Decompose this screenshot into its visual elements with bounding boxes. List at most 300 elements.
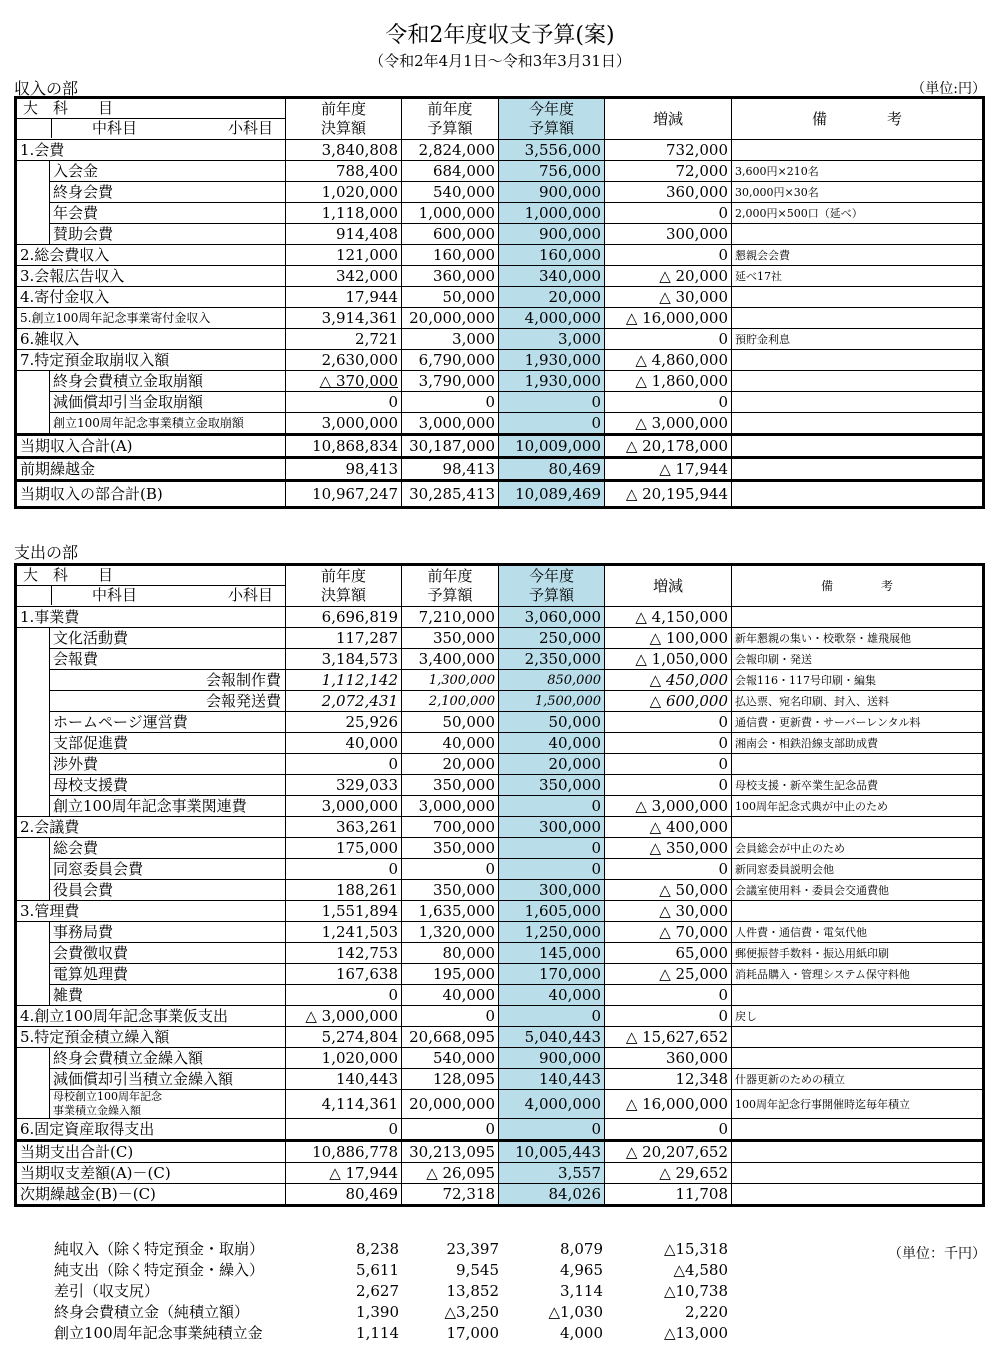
prev-actual-value: 40,000 [286,733,402,754]
account-name: 7.特定預金取崩収入額 [16,350,286,371]
note-value [732,481,984,508]
prev-actual-value: 121,000 [286,245,402,266]
indent-cell [16,203,50,224]
expense-row [16,1048,984,1069]
note-value: 新同窓委員説明会他 [732,859,984,880]
change-value: △ 30,000 [605,287,732,308]
expense-row [16,712,984,733]
prev-actual-value: 0 [286,859,402,880]
header-prev-budget: 前年度 予算額 [402,98,499,140]
indent-cell [16,838,50,859]
prev-budget-value: 1,320,000 [402,922,499,943]
note-value [732,350,984,371]
summary-value: 17,000 [446,1323,499,1342]
indent-cell [16,1048,50,1069]
prev-budget-value: 3,790,000 [402,371,499,392]
prev-actual-value: 25,926 [286,712,402,733]
header-note: 備 考 [732,565,984,607]
account-name: 会報制作費 [50,670,286,691]
indent-cell [16,161,50,182]
expense-row [16,1184,984,1206]
change-value: △ 15,627,652 [605,1027,732,1048]
prev-budget-value: 30,187,000 [402,435,499,458]
summary-label: 創立100周年記念事業純積立金 [54,1324,263,1342]
note-value [732,1184,984,1206]
this-budget-value: 20,000 [499,287,605,308]
prev-actual-value: 1,020,000 [286,1048,402,1069]
note-value: 新年懇親の集い・校歌祭・雄飛展他 [732,628,984,649]
note-value [732,140,984,161]
summary-row [52,1301,730,1322]
account-name: 終身会費積立金繰入額 [50,1048,286,1069]
this-budget-value: 3,557 [499,1163,605,1184]
prev-budget-value: 350,000 [402,628,499,649]
note-value: 100周年記念行事開催時迄毎年積立 [732,1090,984,1119]
prev-actual-value: 4,114,361 [286,1090,402,1119]
indent-cell [16,796,50,817]
change-value: △ 350,000 [605,838,732,859]
this-budget-value: 3,556,000 [499,140,605,161]
prev-actual-value: 3,184,573 [286,649,402,670]
expense-row [16,1069,984,1090]
prev-budget-value: 540,000 [402,1048,499,1069]
account-name: 6.固定資産取得支出 [16,1119,286,1141]
this-budget-value: 756,000 [499,161,605,182]
indent-cell [16,182,50,203]
header-this-budget: 今年度 予算額 [499,98,605,140]
change-value: △ 1,860,000 [605,371,732,392]
this-budget-value: 0 [499,838,605,859]
summary-value: 3,114 [560,1281,603,1300]
note-value [732,754,984,775]
account-name: 役員会費 [50,880,286,901]
prev-budget-value: 30,213,095 [402,1141,499,1163]
income-row [16,308,984,329]
note-value [732,458,984,481]
income-table [14,96,985,509]
prev-budget-value: 40,000 [402,985,499,1006]
prev-budget-value: 98,413 [402,458,499,481]
prev-actual-value: 363,261 [286,817,402,838]
header-chu-sho [51,586,285,605]
change-value: △ 600,000 [605,691,732,712]
indent-cell [16,985,50,1006]
this-budget-value: 1,930,000 [499,350,605,371]
this-budget-value: 20,000 [499,754,605,775]
summary-value: 1,114 [356,1323,399,1342]
expense-row [16,775,984,796]
summary-label: 純支出（除く特定預金・繰入） [54,1261,265,1279]
prev-actual-value: △ 17,944 [286,1163,402,1184]
change-value: 12,348 [605,1069,732,1090]
this-budget-value: 10,089,469 [499,481,605,508]
change-value: 360,000 [605,1048,732,1069]
summary-value: 8,238 [356,1239,399,1258]
header-prev-budget: 前年度 予算額 [402,565,499,607]
account-name: 総会費 [50,838,286,859]
account-name-line1: 母校創立100周年記念 [53,1090,162,1103]
prev-budget-value: 700,000 [402,817,499,838]
account-name: 3.管理費 [16,901,286,922]
expense-row [16,628,984,649]
indent-cell [16,371,50,392]
prev-actual-value: △ 3,000,000 [286,1006,402,1027]
prev-actual-value: 342,000 [286,266,402,287]
prev-actual-value: 914,408 [286,224,402,245]
this-budget-value: 0 [499,859,605,880]
this-budget-value: 160,000 [499,245,605,266]
prev-actual-value: 0 [286,985,402,1006]
change-value: △ 3,000,000 [605,413,732,435]
change-value: 72,000 [605,161,732,182]
prev-actual-value: 0 [286,1119,402,1141]
this-budget-value: 2,350,000 [499,649,605,670]
income-row [16,203,984,224]
change-value: 0 [605,985,732,1006]
change-value: △ 400,000 [605,817,732,838]
this-budget-value: 0 [499,1119,605,1141]
note-value: 会報印刷・発送 [732,649,984,670]
account-name: 文化活動費 [50,628,286,649]
indent-cell [16,733,50,754]
expense-row [16,1027,984,1048]
prev-actual-value: 140,443 [286,1069,402,1090]
income-row [16,140,984,161]
account-name: 事務局費 [50,922,286,943]
this-budget-value: 10,005,443 [499,1141,605,1163]
income-row [16,371,984,392]
this-budget-value: 140,443 [499,1069,605,1090]
note-value [732,985,984,1006]
prev-budget-value: 50,000 [402,287,499,308]
note-value [732,1141,984,1163]
note-value: 母校支援・新卒業生記念品費 [732,775,984,796]
prev-actual-value: 2,630,000 [286,350,402,371]
prev-actual-value: 3,840,808 [286,140,402,161]
expense-header-row [16,565,984,607]
note-value: 人件費・通信費・電気代他 [732,922,984,943]
summary-value: 5,611 [356,1260,399,1279]
header-chu: 中科目 [92,119,138,137]
account-name: 終身会費積立金取崩額 [50,371,286,392]
this-budget-value: 1,930,000 [499,371,605,392]
header-this-budget: 今年度 予算額 [499,565,605,607]
this-budget-value: 300,000 [499,817,605,838]
note-value: 什器更新のための積立 [732,1069,984,1090]
expense-row [16,964,984,985]
unit-label-kyen: （単位：千円） [888,1246,986,1262]
prev-actual-value: 167,638 [286,964,402,985]
document-title: 令和2年度収支予算(案) [385,23,615,48]
income-row [16,413,984,435]
change-value: 0 [605,712,732,733]
summary-value: 8,079 [560,1239,603,1258]
this-budget-value: 1,500,000 [499,691,605,712]
prev-budget-value: 1,635,000 [402,901,499,922]
indent-cell [16,670,50,691]
this-budget-value: 850,000 [499,670,605,691]
note-value: 通信費・更新費・サーバーレンタル料 [732,712,984,733]
note-value: 湘南会・相鉄沿線支部助成費 [732,733,984,754]
summary-value: 4,000 [560,1323,603,1342]
account-name: 4.寄付金収入 [16,287,286,308]
income-row [16,287,984,308]
header-note: 備 考 [732,98,984,140]
change-value: △ 70,000 [605,922,732,943]
prev-actual-value: 10,967,247 [286,481,402,508]
indent-cell [16,224,50,245]
summary-row [52,1322,730,1343]
change-value: 0 [605,203,732,224]
summary-value: △13,000 [663,1323,728,1342]
prev-actual-value: 175,000 [286,838,402,859]
note-value [732,413,984,435]
summary-value: 2,627 [356,1281,399,1300]
change-value: 360,000 [605,182,732,203]
prev-actual-value: 17,944 [286,287,402,308]
prev-budget-value: 80,000 [402,943,499,964]
summary-value: 1,390 [356,1302,399,1321]
summary-value: 4,965 [560,1260,603,1279]
summary-label: 純収入（除く特定預金・取崩） [54,1240,265,1258]
note-value: 懇親会会費 [732,245,984,266]
prev-actual-value: 10,886,778 [286,1141,402,1163]
account-name [50,1090,286,1119]
summary-value: △1,030 [548,1302,603,1321]
unit-label-yen: （単位:円） [911,81,986,97]
indent-cell [16,880,50,901]
account-name: 母校支援費 [50,775,286,796]
prev-actual-value: 3,000,000 [286,796,402,817]
account-name: 当期収支差額(A)－(C) [16,1163,286,1184]
expense-row [16,691,984,712]
prev-actual-value: 98,413 [286,458,402,481]
indent-cell [16,922,50,943]
account-name: 創立100周年記念事業積立金取崩額 [50,413,286,435]
this-budget-value: 3,060,000 [499,607,605,628]
prev-actual-value: 3,000,000 [286,413,402,435]
header-change: 増減 [605,98,732,140]
indent-cell [16,943,50,964]
account-name: 会報発送費 [50,691,286,712]
note-value [732,1027,984,1048]
expense-row [16,1163,984,1184]
this-budget-value: 300,000 [499,880,605,901]
header-sho: 小科目 [227,119,273,137]
account-name: 年会費 [50,203,286,224]
this-budget-value: 0 [499,796,605,817]
indent-cell [16,392,50,413]
prev-budget-value: 350,000 [402,838,499,859]
prev-budget-value: 350,000 [402,880,499,901]
prev-actual-value: 1,020,000 [286,182,402,203]
expense-row [16,1141,984,1163]
summary-value: 13,852 [446,1281,499,1300]
header-change: 増減 [605,565,732,607]
expense-row [16,880,984,901]
change-value: 65,000 [605,943,732,964]
header-prev-actual: 前年度 決算額 [286,98,402,140]
note-value [732,817,984,838]
change-value: △ 25,000 [605,964,732,985]
account-name: 1.会費 [16,140,286,161]
this-budget-value: 340,000 [499,266,605,287]
account-name: 前期繰越金 [16,458,286,481]
header-sho: 小科目 [227,586,273,604]
note-value: 消耗品購入・管理システム保守料他 [732,964,984,985]
prev-budget-value: △ 26,095 [402,1163,499,1184]
expense-row [16,817,984,838]
account-name: 支部促進費 [50,733,286,754]
indent-cell [16,1069,50,1090]
this-budget-value: 1,605,000 [499,901,605,922]
prev-actual-value: 3,914,361 [286,308,402,329]
change-value: △ 20,207,652 [605,1141,732,1163]
prev-budget-value: 0 [402,392,499,413]
prev-budget-value: 195,000 [402,964,499,985]
account-name: 当期収入の部合計(B) [16,481,286,508]
account-name: 当期収入合計(A) [16,435,286,458]
account-name: 減価償却引当金取崩額 [50,392,286,413]
note-value [732,308,984,329]
prev-budget-value: 3,000,000 [402,413,499,435]
this-budget-value: 4,000,000 [499,1090,605,1119]
indent-cell [16,628,50,649]
change-value: △ 29,652 [605,1163,732,1184]
account-name: 雑費 [50,985,286,1006]
income-row [16,458,984,481]
prev-budget-value: 1,300,000 [402,670,499,691]
prev-budget-value: 0 [402,859,499,880]
expense-table [14,563,985,1207]
expense-row [16,985,984,1006]
change-value: △ 100,000 [605,628,732,649]
this-budget-value: 0 [499,1006,605,1027]
note-value: 3,600円×210名 [732,161,984,182]
prev-budget-value: 1,000,000 [402,203,499,224]
prev-budget-value: 3,000 [402,329,499,350]
account-name: 次期繰越金(B)－(C) [16,1184,286,1206]
income-section-title: 収入の部 [14,79,79,98]
account-name: 創立100周年記念事業関連費 [50,796,286,817]
this-budget-value: 40,000 [499,985,605,1006]
expense-section-title: 支出の部 [14,543,79,562]
account-name-line2: 事業積立金繰入額 [53,1104,141,1117]
indent-cell [16,649,50,670]
income-row [16,161,984,182]
prev-budget-value: 3,000,000 [402,796,499,817]
header-dai: 大 科 目 [17,99,285,119]
account-name: 3.会報広告収入 [16,266,286,287]
prev-budget-value: 684,000 [402,161,499,182]
prev-actual-value: 0 [286,392,402,413]
prev-budget-value: 3,400,000 [402,649,499,670]
note-value: 郵便振替手数料・振込用紙印刷 [732,943,984,964]
change-value: 732,000 [605,140,732,161]
summary-row [52,1259,730,1280]
expense-row [16,1006,984,1027]
expense-row [16,733,984,754]
this-budget-value: 50,000 [499,712,605,733]
income-row [16,392,984,413]
income-row [16,329,984,350]
change-value: 0 [605,1006,732,1027]
this-budget-value: 145,000 [499,943,605,964]
account-name: 5.特定預金積立繰入額 [16,1027,286,1048]
this-budget-value: 900,000 [499,1048,605,1069]
income-row [16,266,984,287]
prev-actual-value: 1,241,503 [286,922,402,943]
header-chu-sho [51,119,285,138]
income-header-row [16,98,984,140]
this-budget-value: 5,040,443 [499,1027,605,1048]
prev-actual-value: 2,072,431 [286,691,402,712]
account-name: 賛助会費 [50,224,286,245]
change-value: 0 [605,733,732,754]
change-value: 0 [605,329,732,350]
this-budget-value: 0 [499,392,605,413]
this-budget-value: 4,000,000 [499,308,605,329]
indent-cell [16,413,50,435]
prev-actual-value: 6,696,819 [286,607,402,628]
document-period: （令和2年4月1日～令和3年3月31日） [369,52,631,70]
expense-row [16,649,984,670]
prev-budget-value: 40,000 [402,733,499,754]
this-budget-value: 10,009,000 [499,435,605,458]
this-budget-value: 80,469 [499,458,605,481]
prev-actual-value: 0 [286,754,402,775]
expense-row [16,754,984,775]
prev-budget-value: 350,000 [402,775,499,796]
indent-cell [16,754,50,775]
change-value: △ 3,000,000 [605,796,732,817]
prev-budget-value: 20,000,000 [402,1090,499,1119]
change-value: 0 [605,1119,732,1141]
note-value [732,371,984,392]
prev-budget-value: 540,000 [402,182,499,203]
note-value [732,287,984,308]
account-name: 2.総会費収入 [16,245,286,266]
account-name: 入会金 [50,161,286,182]
account-name: 渉外費 [50,754,286,775]
account-name: 6.雑収入 [16,329,286,350]
header-account-cell [16,98,286,140]
indent-cell [16,1090,50,1119]
note-value [732,1163,984,1184]
summary-table [52,1238,730,1343]
expense-row [16,607,984,628]
account-name: 会報費 [50,649,286,670]
prev-budget-value: 20,000,000 [402,308,499,329]
prev-budget-value: 20,000 [402,754,499,775]
expense-row [16,670,984,691]
prev-actual-value: 1,551,894 [286,901,402,922]
change-value: △ 17,944 [605,458,732,481]
prev-actual-value: 1,112,142 [286,670,402,691]
header-account-cell [16,565,286,607]
income-row [16,182,984,203]
account-name: 4.創立100周年記念事業仮支出 [16,1006,286,1027]
note-value [732,435,984,458]
account-name: 5.創立100周年記念事業寄付金収入 [16,308,286,329]
summary-label: 差引（収支尻） [54,1282,160,1300]
summary-row [52,1238,730,1259]
change-value: △ 4,860,000 [605,350,732,371]
change-value: △ 16,000,000 [605,308,732,329]
summary-value: 23,397 [446,1239,499,1258]
this-budget-value: 900,000 [499,182,605,203]
account-name: 会費徴収費 [50,943,286,964]
